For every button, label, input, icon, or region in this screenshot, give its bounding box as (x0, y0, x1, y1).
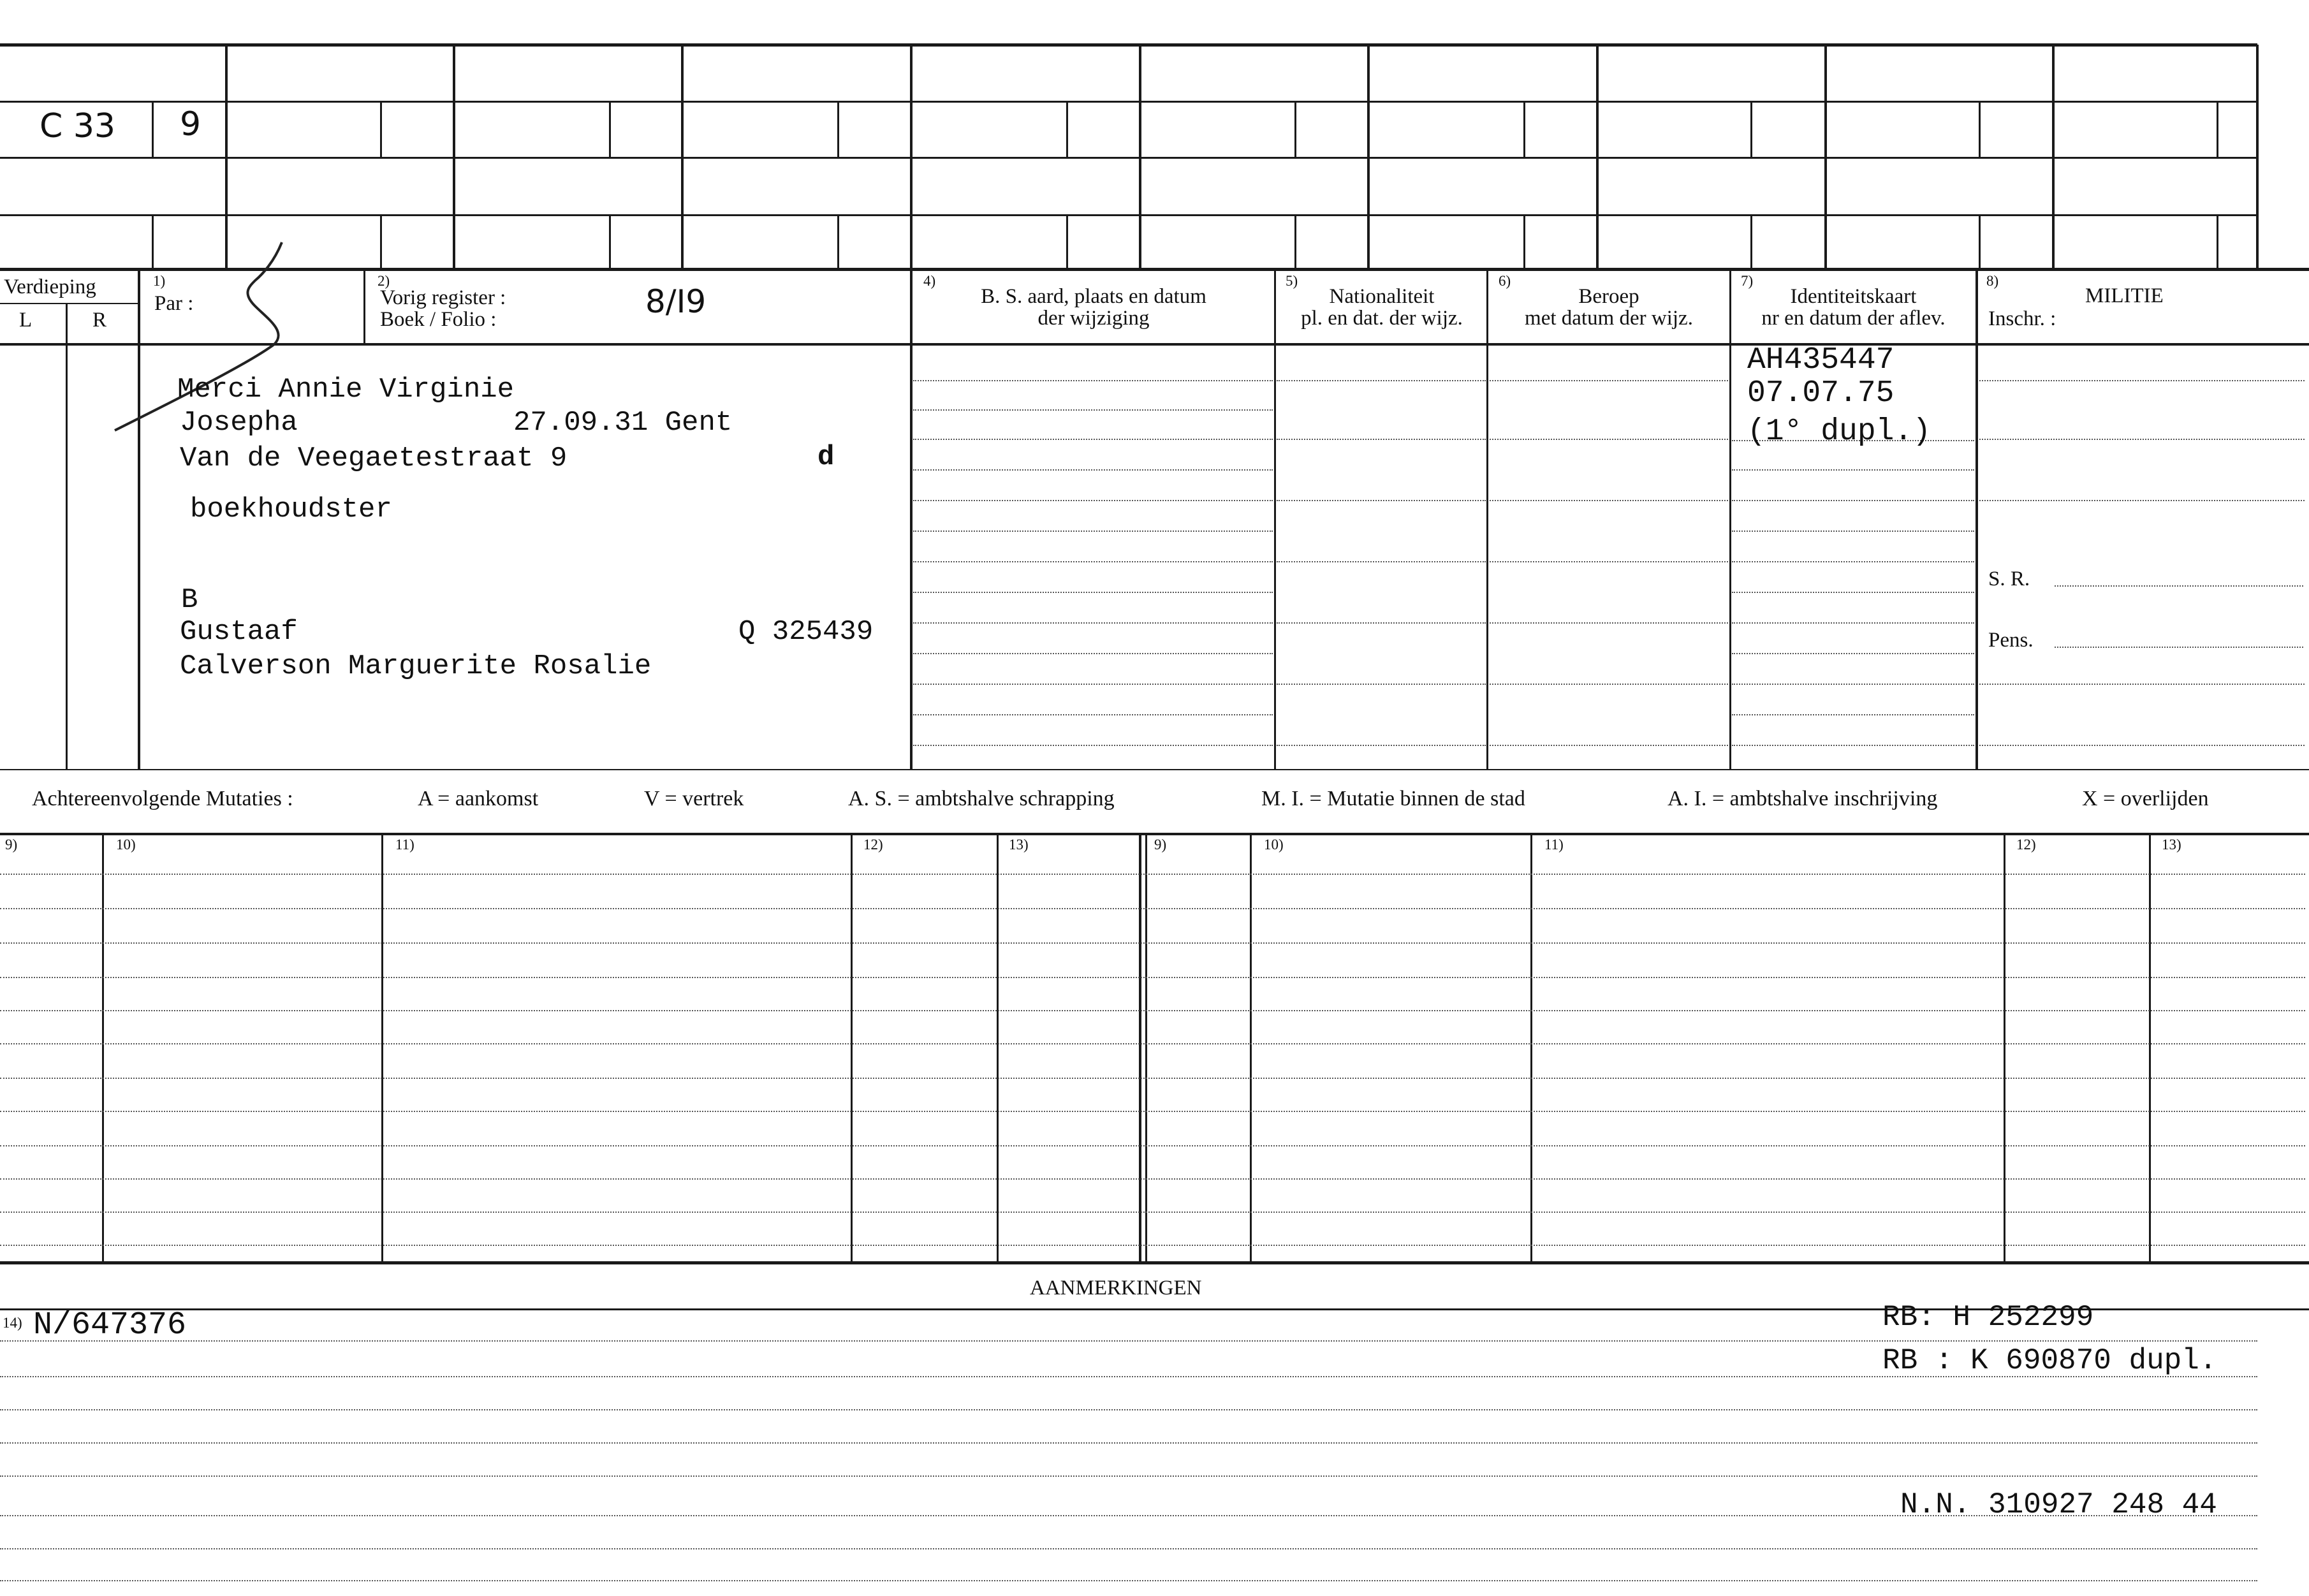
grid-vline (453, 45, 455, 269)
par-label: Par : (154, 292, 194, 315)
grid-vline (1979, 102, 1981, 157)
grid-vline (1750, 216, 1752, 269)
grid-line (0, 214, 2257, 216)
card-code-left: C 33 (40, 107, 116, 145)
legend-item-schrapping: A. S. = ambtshalve schrapping (848, 787, 1115, 810)
nationaliteit-line2: pl. en dat. der wijz. (1301, 307, 1463, 330)
mutations-vline (1250, 835, 1252, 1261)
bs-header (913, 286, 1274, 329)
grid-vline (681, 45, 684, 269)
grid-line (0, 157, 2257, 159)
identiteitskaart-line1: Identiteitskaart (1790, 285, 1917, 308)
militie-inschr: Inschr. : (1988, 307, 2056, 330)
grid-vline (609, 102, 611, 157)
militie-title: MILITIE (2085, 284, 2164, 307)
mutations-col-9: 9) (5, 837, 18, 853)
col-vline (910, 270, 913, 769)
person-profession: boekhoudster (190, 494, 392, 525)
grid-vline (2217, 216, 2218, 269)
person-birth: 27.09.31 Gent (513, 407, 733, 439)
legend-item-aankomst: A = aankomst (418, 787, 539, 810)
vorig-register-label (380, 287, 506, 330)
col-vline (1975, 270, 1978, 769)
verdieping-vline (66, 304, 68, 769)
person-father: Gustaaf (180, 616, 298, 648)
grid-vline (2217, 102, 2218, 157)
mutations-col-10: 10) (116, 837, 136, 853)
legend-item-overlijden: X = overlijden (2082, 787, 2209, 810)
grid-vline (1596, 45, 1599, 269)
grid-vline (152, 102, 154, 157)
vorig-register-number: 2) (378, 273, 390, 289)
mutations-bottom-line (0, 1261, 2309, 1264)
id-card-date: 07.07.75 (1747, 376, 1895, 411)
mutations-top-line (0, 833, 2309, 835)
mutations-vline (102, 835, 104, 1261)
grid-vline (837, 102, 839, 157)
grid-vline (380, 102, 382, 157)
beroep-line2: met datum der wijz. (1525, 307, 1693, 330)
mutations-col-11b: 11) (1544, 837, 1564, 853)
grid-vline (1294, 216, 1296, 269)
legend-top-line (0, 769, 2309, 770)
mutations-col-10b: 10) (1264, 837, 1284, 853)
remarks-title: AANMERKINGEN (1030, 1277, 1202, 1299)
beroep-line1: Beroep (1578, 285, 1639, 308)
nationaliteit-header (1277, 286, 1487, 329)
mutations-vline (1530, 835, 1532, 1261)
person-mother: Calverson Marguerite Rosalie (180, 650, 652, 682)
bs-line1: B. S. aard, plaats en datum (981, 285, 1206, 308)
militie-pens-line (2055, 647, 2303, 648)
grid-vline (1294, 102, 1296, 157)
grid-line (0, 43, 2257, 47)
person-second-name: Josepha (180, 407, 298, 439)
nationaliteit-line1: Nationaliteit (1329, 285, 1435, 308)
grid-vline (1979, 216, 1981, 269)
grid-vline (837, 216, 839, 269)
verdieping-title: Verdieping (4, 275, 96, 298)
grid-vline (1750, 102, 1752, 157)
header-bottom-line (0, 343, 2309, 346)
grid-line (0, 268, 2309, 271)
remarks-rb2: RB : K 690870 dupl. (1882, 1344, 2217, 1377)
mutations-vline (2004, 835, 2005, 1261)
identiteitskaart-line2: nr en datum der aflev. (1761, 307, 1946, 330)
vorig-register-line1: Vorig register : (380, 286, 506, 309)
remarks-nn: N.N. 310927 248 44 (1900, 1488, 2217, 1521)
legend-item-inschrijving: A. I. = ambtshalve inschrijving (1668, 787, 1938, 810)
grid-vline (1367, 45, 1370, 269)
mutations-vline (1145, 835, 1147, 1261)
militie-sr-line (2055, 585, 2303, 587)
mutations-vline (381, 835, 383, 1261)
grid-vline (1066, 216, 1068, 269)
mutations-vline (997, 835, 999, 1261)
legend-item-mutatie: M. I. = Mutatie binnen de stad (1261, 787, 1525, 810)
grid-vline (1523, 216, 1525, 269)
mutations-vline (851, 835, 853, 1261)
col-vline (363, 270, 365, 344)
person-address: Van de Veegaetestraat 9 (180, 443, 568, 474)
verdieping-right: R (92, 309, 107, 332)
mutations-vline (2149, 835, 2151, 1261)
col-vline (1274, 270, 1276, 769)
bs-number: 4) (923, 273, 936, 289)
mutations-col-12: 12) (863, 837, 883, 853)
mutations-col-11: 11) (395, 837, 414, 853)
legend-item-vertrek: V = vertrek (644, 787, 744, 810)
mutations-vline (1139, 835, 1141, 1261)
grid-vline (1824, 45, 1827, 269)
remarks-entry: N/647376 (33, 1307, 187, 1343)
grid-vline (609, 216, 611, 269)
grid-vline (2256, 45, 2259, 269)
remarks-rb1: RB: H 252299 (1882, 1301, 2094, 1334)
id-card-number: AH435447 (1747, 343, 1895, 377)
boek-folio-label: Boek / Folio : (380, 308, 497, 331)
beroep-header (1488, 286, 1729, 329)
col-vline (1486, 270, 1488, 769)
militie-sr: S. R. (1988, 567, 2030, 590)
militie-pens: Pens. (1988, 629, 2034, 652)
person-father-code: Q 325439 (738, 616, 874, 648)
nationaliteit-number: 5) (1286, 273, 1298, 289)
legend-title: Achtereenvolgende Mutaties : (32, 787, 293, 810)
mutations-col-12b: 12) (2016, 837, 2036, 853)
grid-vline (2052, 45, 2055, 269)
grid-vline (380, 216, 382, 269)
col-vline (1729, 270, 1731, 769)
verdieping-left: L (19, 309, 33, 332)
mutations-col-13: 13) (1009, 837, 1029, 853)
person-name: Merci Annie Virginie (177, 374, 515, 406)
mutations-col-13b: 13) (2162, 837, 2181, 853)
person-marker-b: B (181, 584, 198, 616)
identiteitskaart-header (1731, 286, 1975, 329)
id-card-note: (1° dupl.) (1747, 414, 1931, 449)
grid-vline (1139, 45, 1141, 269)
beroep-number: 6) (1499, 273, 1511, 289)
card-code-right: 9 (180, 105, 202, 143)
grid-vline (910, 45, 913, 269)
par-number: 1) (153, 273, 166, 289)
mutations-col-9b: 9) (1154, 837, 1167, 853)
identiteitskaart-number: 7) (1741, 273, 1754, 289)
militie-number: 8) (1986, 273, 1999, 289)
grid-vline (1066, 102, 1068, 157)
remarks-number: 14) (3, 1315, 22, 1331)
grid-line (0, 101, 2257, 103)
bs-line2: der wijziging (1037, 307, 1150, 330)
person-marker-d: d (817, 441, 835, 473)
vorig-register-value: 8/I9 (645, 283, 707, 320)
grid-vline (1523, 102, 1525, 157)
